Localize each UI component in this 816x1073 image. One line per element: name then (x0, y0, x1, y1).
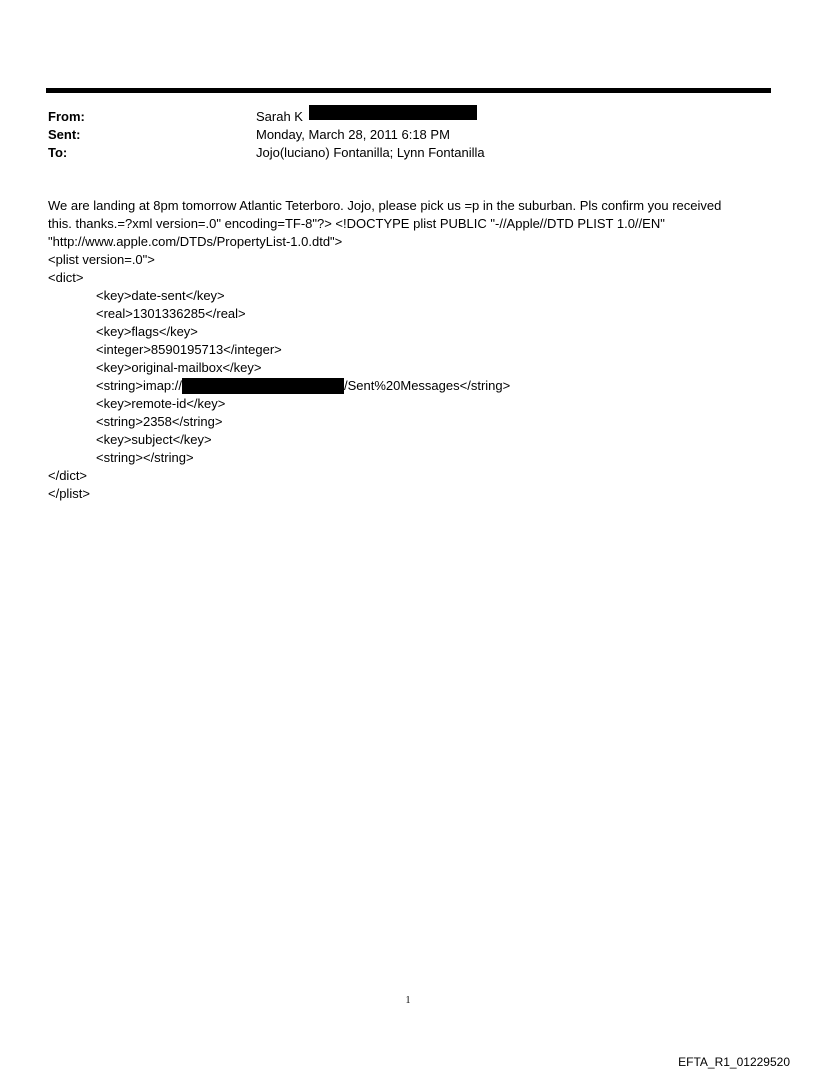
body-line: <key>original-mailbox</key> (96, 360, 262, 375)
redacted-mailbox-path (182, 378, 344, 394)
email-header (48, 108, 768, 162)
body-line: <real>1301336285</real> (96, 306, 246, 321)
body-line: <string>2358</string> (96, 414, 223, 429)
redacted-sender-email (309, 105, 477, 120)
mailbox-line (48, 377, 768, 395)
to-label: To: (48, 145, 68, 160)
page-number: 1 (405, 995, 411, 1006)
sent-row (48, 126, 768, 144)
body-line: <key>remote-id</key> (96, 396, 226, 411)
sent-label: Sent: (48, 127, 81, 142)
body-line: "http://www.apple.com/DTDs/PropertyList-1.0.dtd"> (48, 234, 343, 249)
from-row (48, 108, 768, 126)
body-line: </plist> (48, 486, 90, 501)
to-value: Jojo(luciano) Fontanilla; Lynn Fontanilla (256, 145, 485, 160)
body-line: this. thanks.=?xml version=.0" encoding=TF-8"?> <!DOCTYPE plist PUBLIC "-//Apple//DTD PLIST 1.0//EN" (48, 216, 665, 231)
from-value (256, 108, 477, 126)
body-line: <string></string> (96, 450, 194, 465)
mailbox-prefix: <string>imap:// (96, 378, 182, 393)
body-line: <key>date-sent</key> (96, 288, 225, 303)
body-line: <key>flags</key> (96, 324, 198, 339)
mailbox-suffix: /Sent%20Messages</string> (344, 378, 511, 393)
sent-value: Monday, March 28, 2011 6:18 PM (256, 127, 450, 142)
email-body (48, 197, 768, 503)
body-line: </dict> (48, 468, 88, 483)
body-line: <plist version=.0"> (48, 252, 155, 267)
from-label: From: (48, 109, 85, 124)
body-line: <dict> (48, 270, 84, 285)
body-line: <integer>8590195713</integer> (96, 342, 282, 357)
body-line: We are landing at 8pm tomorrow Atlantic Teterboro. Jojo, please pick us =p in the suburban. Pls confirm you received (48, 198, 722, 213)
to-row (48, 144, 768, 162)
document-id: EFTA_R1_01229520 (678, 1055, 790, 1069)
sender-name: Sarah K (256, 109, 303, 124)
body-line: <key>subject</key> (96, 432, 212, 447)
header-divider (46, 88, 771, 93)
